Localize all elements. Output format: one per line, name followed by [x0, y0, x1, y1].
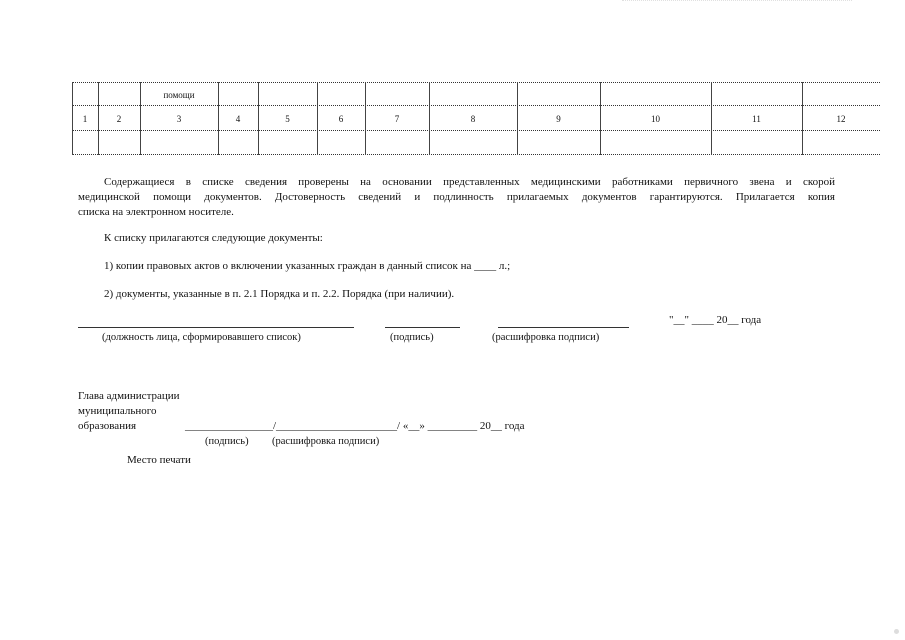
- table-rule: [72, 154, 880, 155]
- column-number: 8: [470, 114, 476, 124]
- column-number: 12: [836, 114, 846, 124]
- verification-paragraph-line: списка на электронном носителе.: [78, 206, 234, 218]
- signature-caption: (подпись): [390, 332, 434, 343]
- head-signature-caption: (подпись): [205, 436, 249, 447]
- table-rule: [72, 130, 880, 131]
- head-title-line: Глава администрации: [78, 390, 180, 402]
- signature-decoding-line: [498, 327, 629, 328]
- column-number: 7: [394, 114, 400, 124]
- head-title-line: муниципального: [78, 405, 157, 417]
- stamp-place-label: Место печати: [127, 454, 191, 466]
- scan-artifact: [622, 0, 852, 3]
- head-decoding-caption: (расшифровка подписи): [272, 436, 380, 447]
- table-rule: [72, 105, 880, 106]
- column-number: 3: [176, 114, 182, 124]
- position-signature-line: [78, 327, 354, 328]
- attachment-item: 1) копии правовых актов о включении указанных граждан в данный список на ____ л.;: [104, 260, 511, 272]
- column-number: 11: [752, 114, 761, 124]
- column-number: 6: [338, 114, 344, 124]
- attachments-intro: К списку прилагаются следующие документы:: [104, 232, 323, 244]
- signature-line: [385, 327, 460, 328]
- verification-paragraph-line: Содержащиеся в списке сведения проверены на основании представленных медицинскими работниками первичного звена и скорой: [104, 176, 835, 188]
- head-signature-fill-line: ________________/______________________/ «__» _________ 20__ года: [185, 420, 525, 432]
- column-number: 2: [116, 114, 122, 124]
- verification-paragraph-line: медицинской помощи документов. Достоверность сведений и подлинность прилагаемых документов гарантируются. Прилагается копия: [78, 191, 835, 203]
- table-header-text: помощи: [163, 90, 195, 100]
- decoding-caption: (расшифровка подписи): [492, 332, 600, 343]
- scan-artifact: [894, 629, 899, 634]
- column-number: 4: [235, 114, 241, 124]
- column-number: 5: [285, 114, 290, 124]
- column-number: 1: [82, 114, 88, 124]
- column-number: 10: [651, 114, 660, 124]
- position-caption: (должность лица, сформировавшего список): [102, 332, 301, 343]
- date-field: "__" ____ 20__ года: [669, 314, 762, 326]
- table-rule: [72, 82, 880, 83]
- head-title-line: образования: [78, 420, 137, 432]
- applicant-table: [72, 82, 880, 155]
- column-number: 9: [556, 114, 561, 124]
- attachment-item: 2) документы, указанные в п. 2.1 Порядка и п. 2.2. Порядка (при наличии).: [104, 288, 455, 300]
